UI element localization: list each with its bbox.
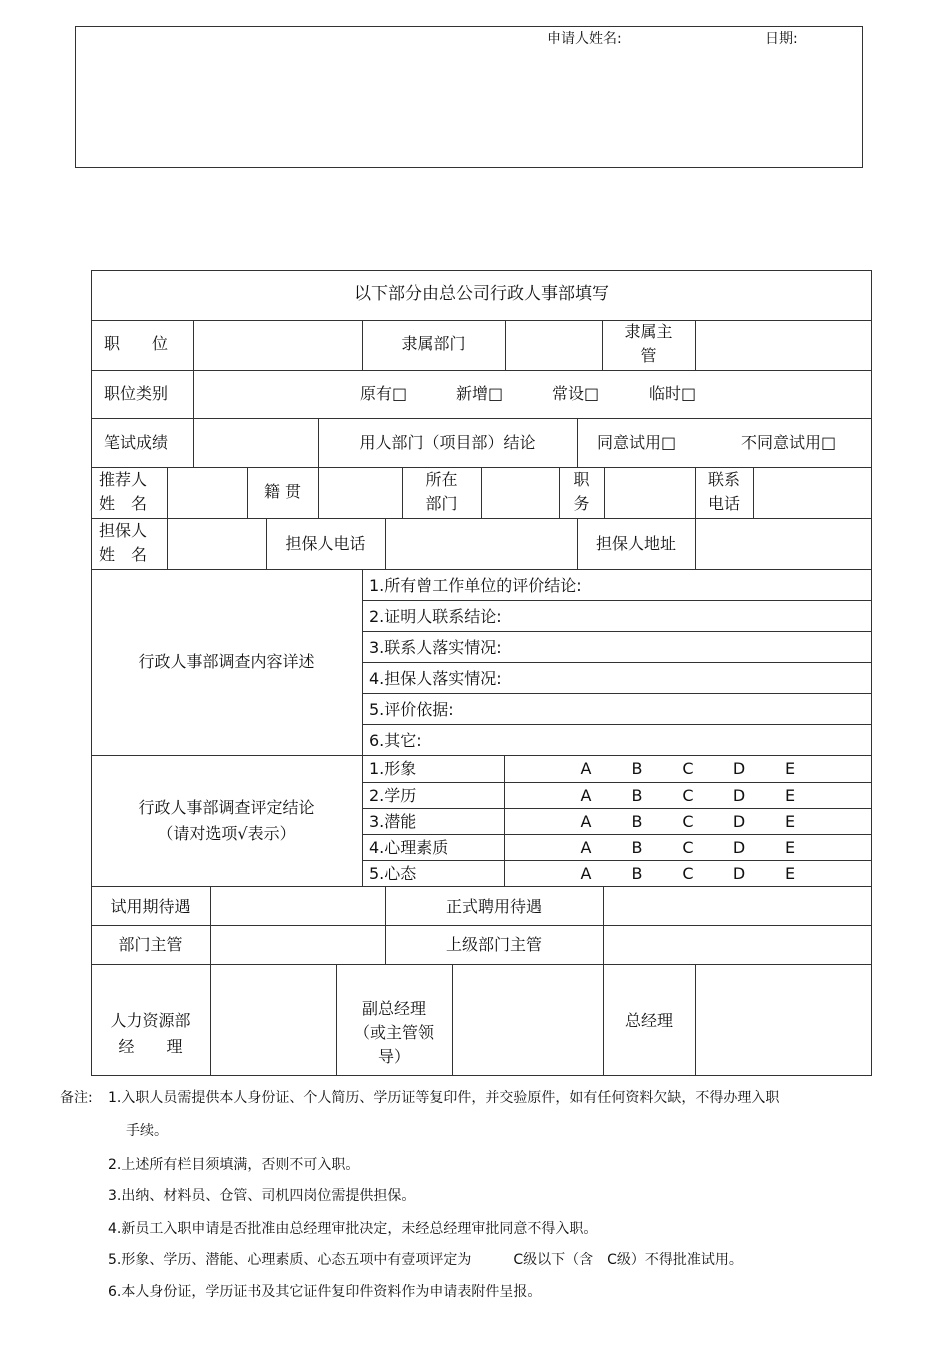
grade-b-option[interactable]: B — [631, 759, 643, 778]
evaluation-item: 1.形象 — [369, 759, 417, 778]
note-item: 3.出纳、材料员、仓管、司机四岗位需提供担保。 — [108, 1188, 416, 1204]
investigation-item: 3.联系人落实情况: — [369, 638, 502, 657]
col-divider — [193, 370, 194, 418]
agree-trial-option[interactable]: 同意试用□ — [597, 433, 677, 452]
row-divider — [91, 370, 872, 371]
col-divider — [452, 964, 453, 1076]
investigation-item: 4.担保人落实情况: — [369, 669, 502, 688]
evaluation-item: 4.心理素质 — [369, 838, 449, 857]
guarantor-address-label: 担保人地址 — [595, 534, 676, 553]
form-title: 以下部分由总公司行政人事部填写 — [354, 284, 609, 304]
guarantor-label-line2: 姓 名 — [99, 545, 148, 564]
applicant-name-label: 申请人姓名: — [547, 31, 622, 47]
option-permanent[interactable]: 常设□ — [552, 384, 600, 403]
col-divider — [753, 467, 754, 518]
grade-b-option[interactable]: B — [631, 864, 643, 883]
investigation-label: 行政人事部调查内容详述 — [138, 652, 315, 671]
grade-c-option[interactable]: C — [682, 864, 694, 883]
note-item: 2.上述所有栏目须填满，否则不可入职。 — [108, 1157, 360, 1173]
duty-label-line2: 务 — [573, 494, 590, 513]
duty-label-line1: 职 — [573, 470, 590, 489]
department-label: 隶属部门 — [401, 334, 466, 353]
grade-c-option[interactable]: C — [682, 838, 694, 857]
option-temporary[interactable]: 临时□ — [649, 384, 697, 403]
disagree-trial-option[interactable]: 不同意试用□ — [741, 433, 837, 452]
guarantor-label-line1: 担保人 — [99, 521, 148, 540]
position-label: 职 位 — [104, 334, 169, 353]
upper-supervisor-label: 上级部门主管 — [445, 935, 542, 954]
investigation-item: 6.其它: — [369, 731, 422, 750]
general-manager-label: 总经理 — [624, 1011, 673, 1030]
row-divider — [91, 964, 872, 965]
item-divider — [362, 600, 872, 601]
vice-gm-label-line2: （或主管领 — [353, 1023, 434, 1042]
native-place-label: 籍 贯 — [263, 482, 302, 501]
item-divider — [362, 834, 872, 835]
investigation-item: 2.证明人联系结论: — [369, 607, 502, 626]
col-divider — [210, 964, 211, 1076]
evaluation-item: 2.学历 — [369, 786, 417, 805]
note-item: 手续。 — [126, 1123, 168, 1139]
item-divider — [362, 860, 872, 861]
col-divider — [193, 320, 194, 370]
grade-d-option[interactable]: D — [732, 812, 746, 831]
investigation-item: 5.评价依据: — [369, 700, 454, 719]
row-divider — [91, 886, 872, 887]
item-divider — [362, 662, 872, 663]
item-divider — [362, 808, 872, 809]
vice-gm-label-line3: 导） — [377, 1047, 410, 1066]
note-item: 1.入职人员需提供本人身份证、个人简历、学历证等复印件，并交验原件，如有任何资料欠缺，不得办理入职 — [108, 1090, 780, 1106]
supervisor-label-line2: 管 — [640, 346, 657, 365]
contact-phone-label-line1: 联系 — [707, 470, 740, 489]
grade-e-option[interactable]: E — [784, 838, 796, 857]
col-divider — [695, 964, 696, 1076]
row-divider — [91, 755, 872, 756]
item-divider — [362, 631, 872, 632]
note-item: 4.新员工入职申请是否批准由总经理审批决定，未经总经理审批同意不得入职。 — [108, 1221, 598, 1237]
col-divider — [318, 467, 319, 518]
guarantor-phone-label: 担保人电话 — [285, 534, 366, 553]
hr-manager-label-line1: 人力资源部 — [110, 1011, 191, 1030]
applicant-box — [75, 26, 863, 168]
supervisor-label-line1: 隶属主 — [624, 322, 673, 341]
note-item: 5.形象、学历、潜能、心理素质、心态五项中有壹项评定为 C级以下（含 C级）不得批准试用。 — [108, 1252, 743, 1268]
grade-c-option[interactable]: C — [682, 812, 694, 831]
row-divider — [91, 418, 872, 419]
grade-c-option[interactable]: C — [682, 759, 694, 778]
row-divider — [91, 320, 872, 321]
work-dept-label-line2: 部门 — [425, 494, 458, 513]
evaluation-label-line1: 行政人事部调查评定结论 — [138, 798, 315, 817]
grade-e-option[interactable]: E — [784, 759, 796, 778]
grade-e-option[interactable]: E — [784, 812, 796, 831]
written-score-label: 笔试成绩 — [104, 433, 169, 452]
formal-treatment-label: 正式聘用待遇 — [445, 897, 542, 916]
dept-supervisor-label: 部门主管 — [118, 935, 183, 954]
position-category-label: 职位类别 — [104, 384, 169, 403]
grade-a-option[interactable]: A — [580, 864, 592, 883]
col-divider — [603, 886, 604, 964]
col-divider — [167, 467, 168, 518]
row-divider — [91, 518, 872, 519]
note-item: 6.本人身份证，学历证书及其它证件复印件资料作为申请表附件呈报。 — [108, 1284, 542, 1300]
item-divider — [362, 782, 872, 783]
evaluation-item: 5.心态 — [369, 864, 417, 883]
grade-a-option[interactable]: A — [580, 838, 592, 857]
option-existing[interactable]: 原有□ — [360, 384, 408, 403]
col-divider — [167, 518, 168, 569]
evaluation-item: 3.潜能 — [369, 812, 417, 831]
col-divider — [604, 467, 605, 518]
recommender-label-line1: 推荐人 — [99, 470, 148, 489]
grade-e-option[interactable]: E — [784, 786, 796, 805]
item-divider — [362, 693, 872, 694]
col-divider — [695, 518, 696, 569]
col-divider — [193, 418, 194, 467]
col-divider — [695, 320, 696, 370]
option-new[interactable]: 新增□ — [456, 384, 504, 403]
col-divider — [481, 467, 482, 518]
row-divider — [91, 925, 872, 926]
hr-manager-label-line2: 经 理 — [118, 1037, 183, 1056]
grade-d-option[interactable]: D — [732, 786, 746, 805]
grade-b-option[interactable]: B — [631, 838, 643, 857]
grade-d-option[interactable]: D — [732, 759, 746, 778]
contact-phone-label-line2: 电话 — [707, 494, 740, 513]
work-dept-label-line1: 所在 — [425, 470, 458, 489]
recommender-label-line2: 姓 名 — [99, 494, 148, 513]
col-divider — [504, 755, 505, 886]
grade-a-option[interactable]: A — [580, 759, 592, 778]
investigation-item: 1.所有曾工作单位的评价结论: — [369, 576, 582, 595]
trial-treatment-label: 试用期待遇 — [110, 897, 191, 916]
col-divider — [210, 886, 211, 964]
col-divider — [577, 418, 578, 467]
grade-d-option[interactable]: D — [732, 864, 746, 883]
notes-label: 备注: — [60, 1090, 93, 1106]
date-label: 日期: — [765, 31, 798, 47]
grade-a-option[interactable]: A — [580, 786, 592, 805]
grade-a-option[interactable]: A — [580, 812, 592, 831]
grade-c-option[interactable]: C — [682, 786, 694, 805]
col-divider — [362, 569, 363, 886]
grade-d-option[interactable]: D — [732, 838, 746, 857]
grade-b-option[interactable]: B — [631, 812, 643, 831]
evaluation-label-line2: （请对选项√表示） — [157, 824, 296, 843]
col-divider — [505, 320, 506, 370]
row-divider — [91, 569, 872, 570]
grade-e-option[interactable]: E — [784, 864, 796, 883]
dept-conclusion-label: 用人部门（项目部）结论 — [359, 433, 536, 452]
vice-gm-label-line1: 副总经理 — [361, 999, 426, 1018]
grade-b-option[interactable]: B — [631, 786, 643, 805]
item-divider — [362, 724, 872, 725]
col-divider — [385, 518, 386, 569]
